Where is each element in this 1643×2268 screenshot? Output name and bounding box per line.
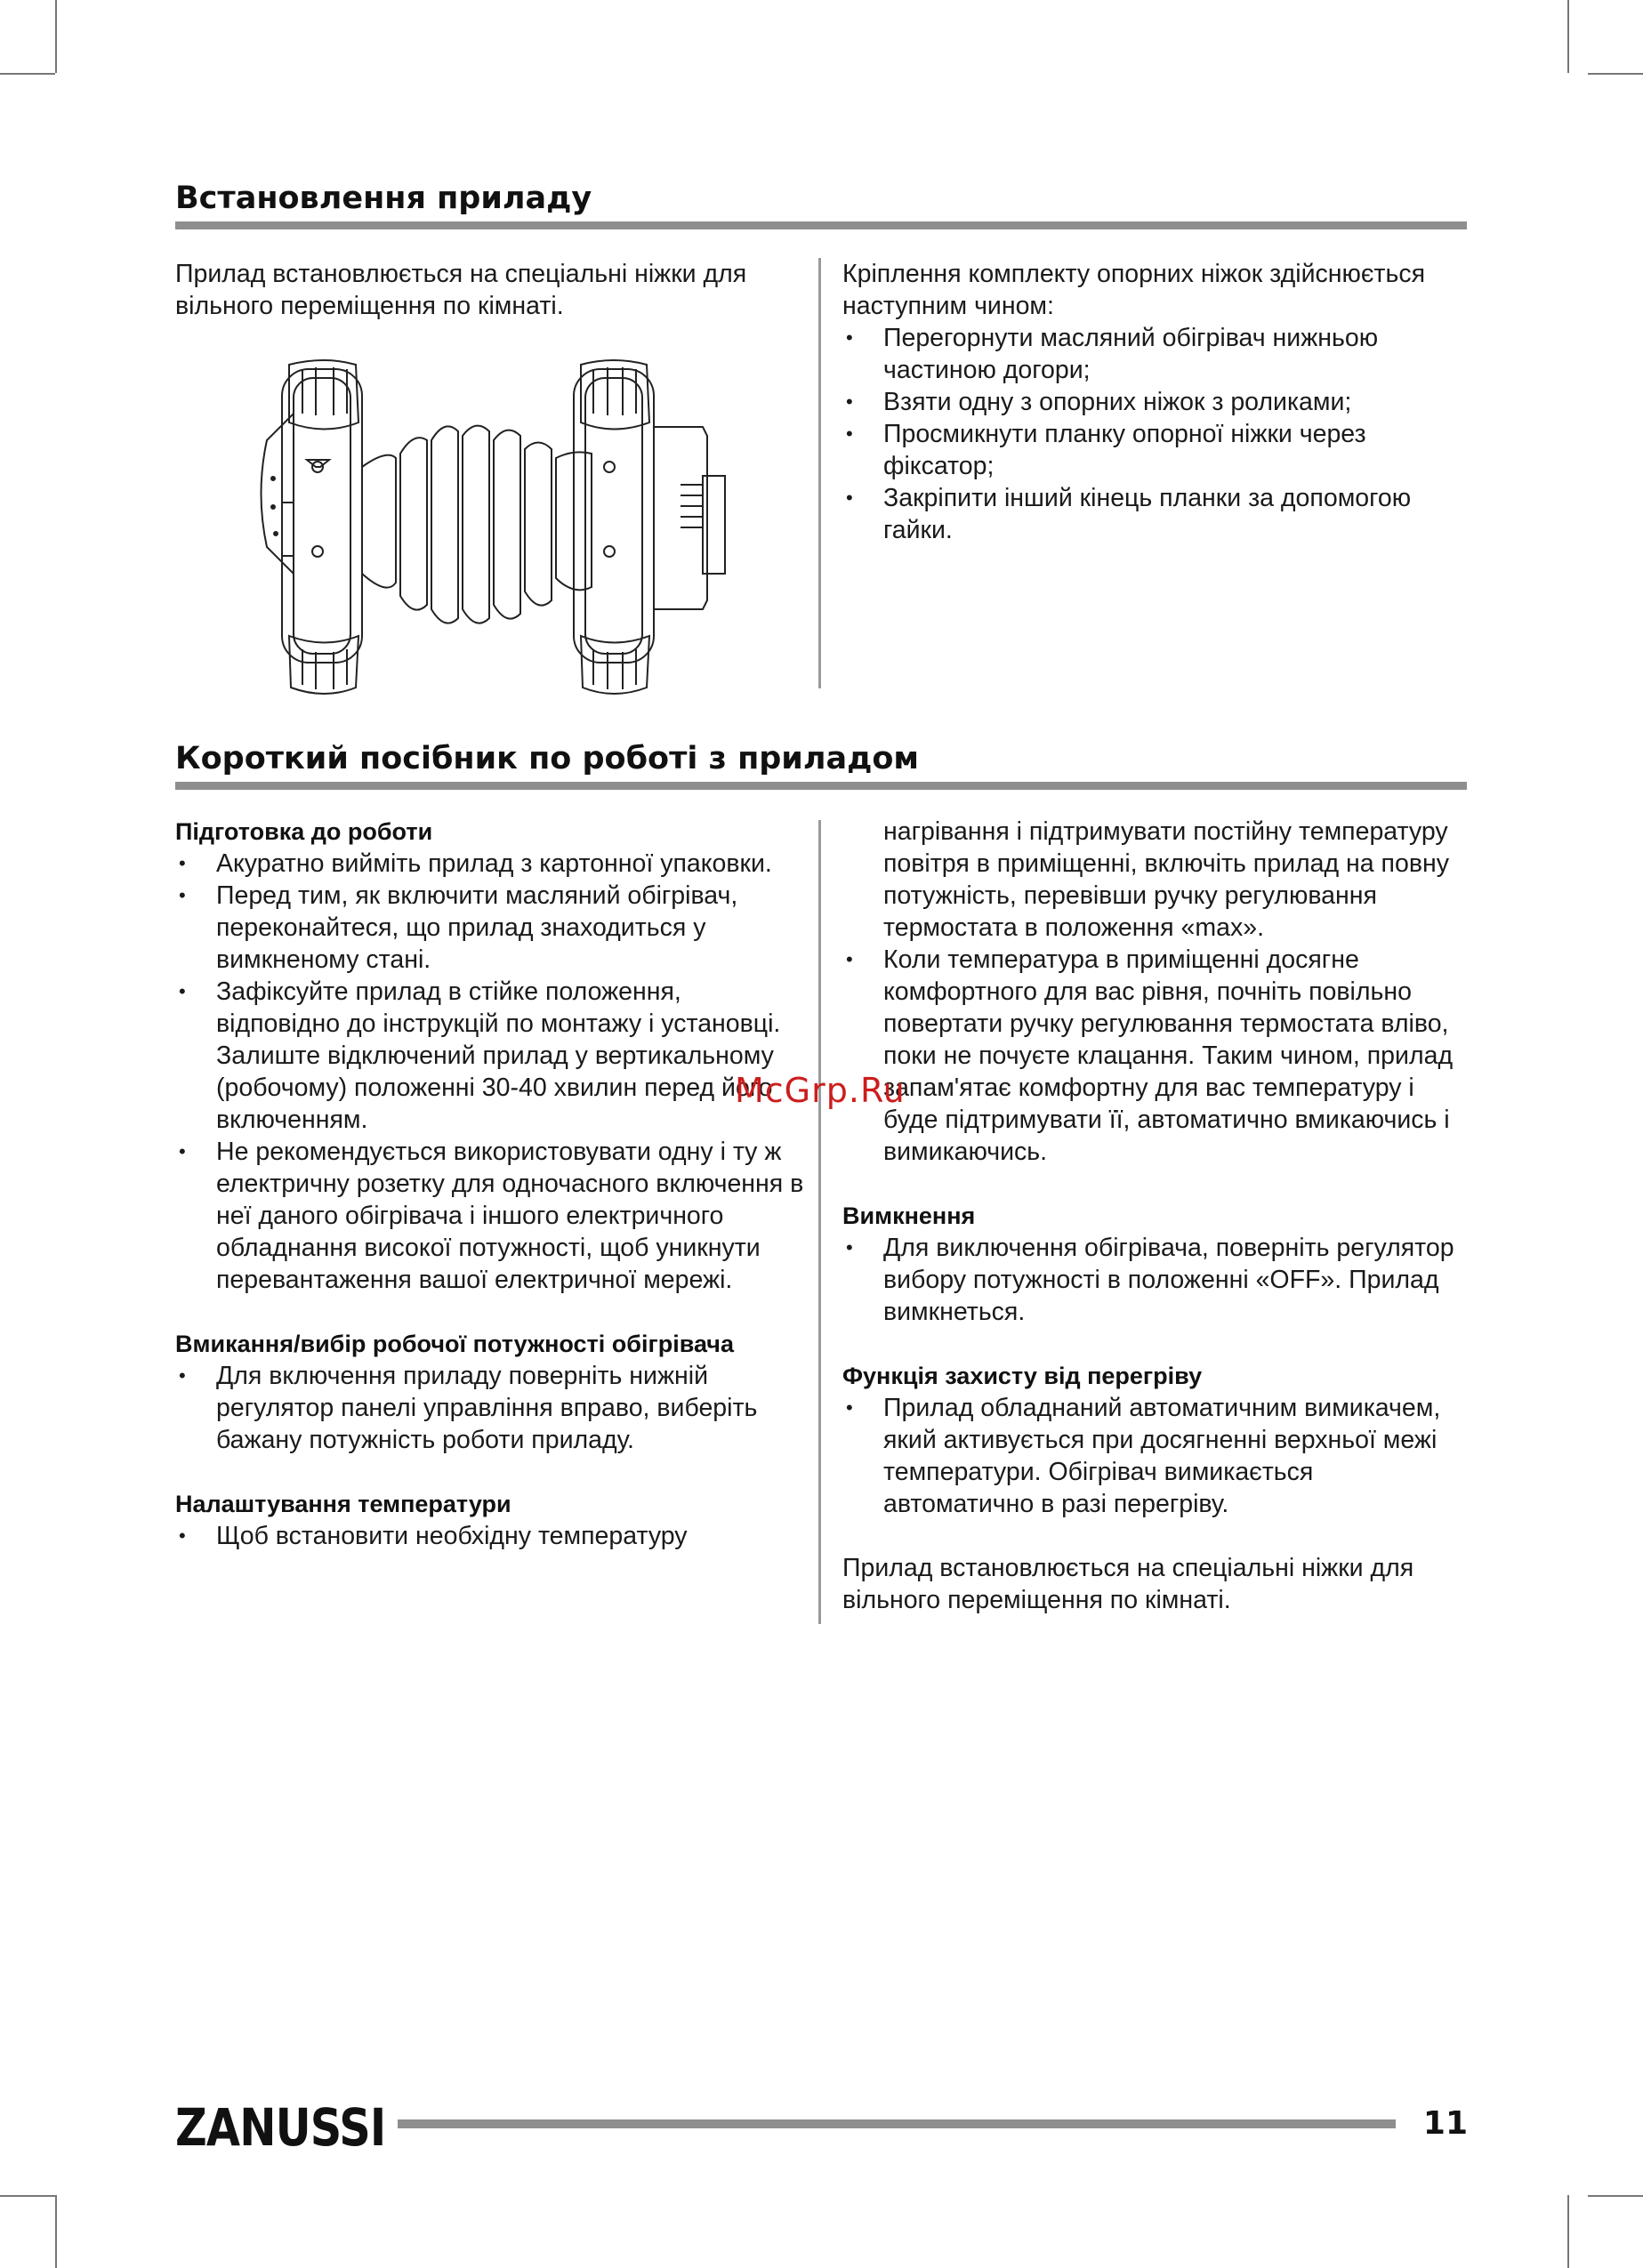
list-item: • Зафіксуйте прилад в стійке положення, відповідно до інструкцій по монтажу і установці. Залиште відключений прилад у вертикальному (робочому) положенні 30-40 хвилин перед його включенням. — [175, 976, 807, 1136]
section-title-installation: Встановлення приладу — [175, 181, 592, 216]
list-item: • Для виключення обігрівача, поверніть регулятор вибору потужності в положенні «OFF». Прилад вимкнеться. — [842, 1232, 1465, 1328]
crop-mark — [1567, 0, 1569, 73]
footer-rule — [398, 2119, 1396, 2128]
section-title-quick-guide: Короткий посібник по роботі з приладом — [175, 741, 920, 776]
list-item: • Не рекомендується використовувати одну і ту ж електричну розетку для одночасного включення в неї даного обігрівача і іншого електричного обладнання високої потужності, щоб уникнути перевантаження вашої електричної мережі. — [175, 1136, 807, 1296]
temperature-list — [175, 1520, 807, 1552]
crop-mark — [1588, 73, 1643, 75]
list-item: • Перегорнути масляний обігрівач нижньою частиною догори; — [842, 322, 1465, 386]
watermark: McGrp.Ru — [735, 1071, 906, 1110]
overheat-list — [842, 1392, 1465, 1520]
list-item: • Взяти одну з опорних ніжок з роликами; — [842, 386, 1465, 418]
heater-legs-illustration — [254, 351, 734, 705]
brand-logo: ZANUSSI — [175, 2097, 386, 2158]
list-item: • Щоб встановити необхідну температуру — [175, 1520, 807, 1552]
list-item: • Закріпити інший кінець планки за допомогою гайки. — [842, 482, 1465, 546]
prep-list — [175, 848, 807, 1296]
quick-guide-right-column — [842, 816, 1465, 1616]
closing-text: Прилад встановлюється на спеціальні ніжки для вільного переміщення по кімнаті. — [842, 1554, 1414, 1614]
temperature-heading: Налаштування температури — [175, 1491, 511, 1517]
column-divider — [818, 820, 821, 1624]
power-heading: Вмикання/вибір робочої потужності обігрівача — [175, 1331, 734, 1357]
crop-mark — [0, 2195, 55, 2197]
installation-steps-list — [842, 322, 1465, 546]
prep-heading: Підготовка до роботи — [175, 818, 433, 845]
list-item: • Акуратно вийміть прилад з картонної упаковки. — [175, 848, 807, 880]
page-number: 11 — [1422, 2105, 1468, 2142]
list-item: • Коли температура в приміщенні досягне комфортного для вас рівня, почніть повільно повертати ручку регулювання термостата вліво, поки не почуєте клацання. Таким чином, прилад запам'ятає комфортну для вас температуру і буде підтримувати її, автоматично вмикаючись і вимикаючись. — [842, 944, 1465, 1168]
overheat-heading: Функція захисту від перегріву — [842, 1363, 1203, 1389]
section-rule — [175, 221, 1467, 229]
temperature-list-more — [842, 944, 1465, 1168]
off-list — [842, 1232, 1465, 1328]
crop-mark — [0, 73, 55, 75]
installation-steps-intro: Кріплення комплекту опорних ніжок здійснюється наступним чином: — [842, 260, 1425, 320]
crop-mark — [1588, 2195, 1643, 2197]
installation-right-column — [842, 258, 1465, 546]
list-item: • Просмикнути планку опорної ніжки через фіксатор; — [842, 418, 1465, 482]
quick-guide-left-column — [175, 816, 807, 1552]
crop-mark — [55, 0, 57, 73]
temperature-item-continued: нагрівання і підтримувати постійну температуру повітря в приміщенні, включіть прилад на повну потужність, перевівши ручку регулювання термостата в положення «max». — [883, 817, 1449, 942]
installation-text: Прилад встановлюється на спеціальні ніжки для вільного переміщення по кімнаті. — [175, 260, 747, 320]
crop-mark — [1567, 2195, 1569, 2268]
section-rule — [175, 782, 1467, 790]
list-item: • Для включення приладу поверніть нижній регулятор панелі управління вправо, виберіть бажану потужність роботи приладу. — [175, 1360, 807, 1456]
crop-mark — [55, 2195, 57, 2268]
power-list — [175, 1360, 807, 1456]
column-divider — [818, 258, 821, 688]
list-item: • Перед тим, як включити масляний обігрівач, переконайтеся, що прилад знаходиться у вимкненому стані. — [175, 880, 807, 976]
list-item: • Прилад обладнаний автоматичним вимикачем, який активується при досягненні верхньої межі температури. Обігрівач вимикаєтьcя автоматично в разі перегріву. — [842, 1392, 1465, 1520]
installation-left-column — [175, 258, 807, 322]
off-heading: Вимкнення — [842, 1202, 976, 1229]
